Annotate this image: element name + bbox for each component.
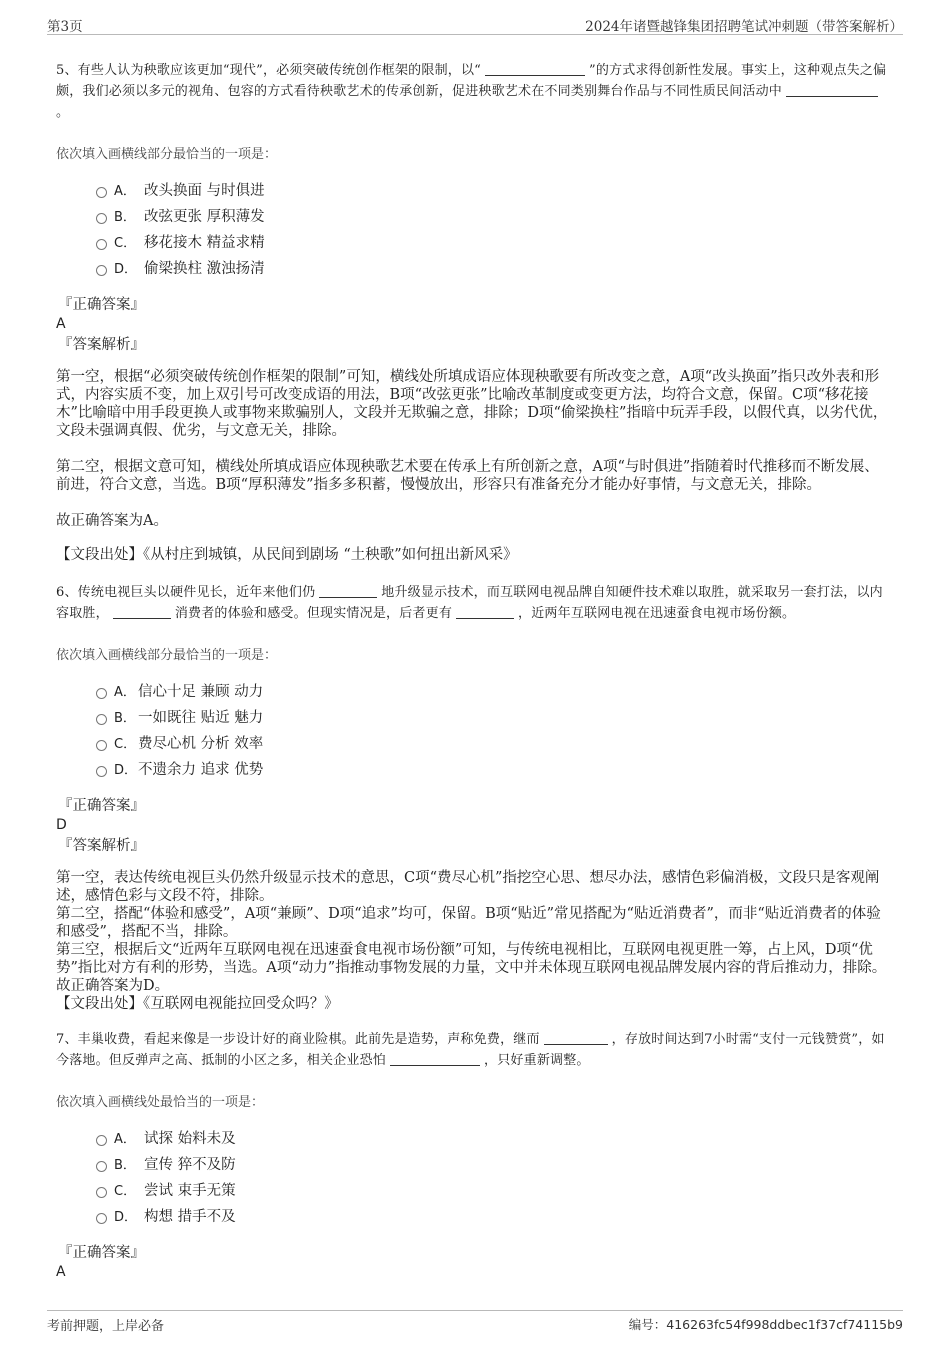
analysis-paragraph: 第二空，根据文意可知，横线处所填成语应体现秧歌艺术要在传承上有所创新之意，A项“与时俱进”指随着时代推移而不断发展、前进，符合文意，当选。B项“厚积薄发”指多多积蓄，慢慢放出，形容只有准备充分才能办好事情，与文意无关，排除。 <box>56 459 879 493</box>
radio-icon[interactable] <box>96 187 107 198</box>
option-d[interactable]: D． 偷梁换柱 激浊扬清 <box>96 256 890 282</box>
question-6 <box>56 582 890 1013</box>
document-code: 编号：416263fc54f998ddbec1f37cf74115b9 <box>628 1317 903 1332</box>
radio-icon[interactable] <box>96 714 107 725</box>
answer-label: 『正确答案』 <box>58 798 145 814</box>
option-list <box>96 679 890 783</box>
radio-icon[interactable] <box>96 213 107 224</box>
question-instruction: 依次填入画横线部分最恰当的一项是： <box>56 147 278 162</box>
question-stem: 5、有些人认为秧歌应该更加“现代”，必须突破传统创作框架的限制，以“ ”的方式求得创新性发展。事实上，这种观点失之偏颇，我们必须以多元的视角、包容的方式看待秧歌艺术的传承创新，促进秧歌艺术在不同类别舞台作品与不同性质民间活动中 。 <box>56 63 887 120</box>
answer-label: 『正确答案』 <box>58 1245 145 1261</box>
analysis-paragraph: 第一空，表达传统电视巨头仍然升级显示技术的意思，C项“费尽心机”指挖空心思、想尽办法，感情色彩偏消极，文段只是客观阐述，感情色彩与文段不符，排除。 <box>56 870 880 904</box>
option-list <box>96 1126 890 1230</box>
question-stem: 6、传统电视巨头以硬件见长，近年来他们仍 地升级显示技术，而互联网电视品牌自知硬件技术难以取胜，就采取另一套打法，以内容取胜， 消费者的体验和感受。但现实情况是，后者更有 ，近两年互联网电视在迅速蚕食电视市场份额。 <box>56 585 883 621</box>
option-a[interactable]: A． 试探 始料未及 <box>96 1126 890 1152</box>
question-7 <box>56 1029 890 1282</box>
page-header <box>47 14 903 35</box>
question-instruction: 依次填入画横线部分最恰当的一项是： <box>56 648 278 663</box>
option-a[interactable]: A． 改头换面 与时俱进 <box>96 178 890 204</box>
analysis-paragraph: 第一空，根据“必须突破传统创作框架的限制”可知，横线处所填成语应体现秧歌要有所改变之意，A项“改头换面”指只改外表和形式，内容实质不变，加上双引号可改变成语的用法，B项“改弦更张”比喻改革制度或变更方法，均符合文意，保留。C项“移花接木”比喻暗中用手段更换人或事物来欺骗别人，文段并无欺骗之意，排除；D项“偷梁换柱”指暗中玩弄手段，以假代真，以劣代优，文段未强调真假、优劣，与文意无关，排除。 <box>56 369 888 439</box>
analysis-paragraph: 第二空，搭配“体验和感受”，A项“兼顾”、D项“追求”均可，保留。B项“贴近”常见搭配为“贴近消费者”，而非“贴近消费者的体验和感受”，搭配不当，排除。 <box>56 906 881 940</box>
radio-icon[interactable] <box>96 1187 107 1198</box>
passage-source: 【文段出处】《从村庄到城镇，从民间到剧场 “土秧歌”如何扭出新风采》 <box>56 547 518 563</box>
radio-icon[interactable] <box>96 1161 107 1172</box>
fill-blank <box>113 605 171 619</box>
fill-blank <box>485 62 585 76</box>
page-content <box>56 60 890 1282</box>
document-title: 2024年诸暨越锋集团招聘笔试冲刺题（带答案解析） <box>585 19 903 35</box>
fill-blank <box>544 1031 608 1045</box>
analysis-paragraph: 故正确答案为A。 <box>56 513 168 529</box>
question-stem: 7、丰巢收费，看起来像是一步设计好的商业险棋。此前先是造势，声称免费，继而 ，存放时间达到7小时需“支付一元钱赞赏”，如今落地。但反弹声之高、抵制的小区之多，相关企业恐怕 ，只好重新调整。 <box>56 1032 885 1068</box>
fill-blank <box>786 83 878 97</box>
radio-icon[interactable] <box>96 1135 107 1146</box>
option-c[interactable]: C． 移花接木 精益求精 <box>96 230 890 256</box>
option-list <box>96 178 890 282</box>
analysis-label: 『答案解析』 <box>58 838 145 854</box>
fill-blank <box>390 1052 480 1066</box>
option-c[interactable]: C． 费尽心机 分析 效率 <box>96 731 890 757</box>
correct-answer: A <box>56 316 66 332</box>
answer-label: 『正确答案』 <box>58 297 145 313</box>
analysis-paragraph: 故正确答案为D。 <box>56 978 170 994</box>
radio-icon[interactable] <box>96 766 107 777</box>
correct-answer: D <box>56 817 67 833</box>
option-a[interactable]: A． 信心十足 兼顾 动力 <box>96 679 890 705</box>
analysis-label: 『答案解析』 <box>58 337 145 353</box>
page-number: 第3页 <box>47 19 83 35</box>
radio-icon[interactable] <box>96 688 107 699</box>
question-instruction: 依次填入画横线处最恰当的一项是： <box>56 1095 265 1110</box>
radio-icon[interactable] <box>96 740 107 751</box>
fill-blank <box>456 605 514 619</box>
page-footer <box>47 1310 903 1335</box>
option-b[interactable]: B． 宣传 猝不及防 <box>96 1152 890 1178</box>
fill-blank <box>319 584 377 598</box>
option-b[interactable]: B． 改弦更张 厚积薄发 <box>96 204 890 230</box>
correct-answer: A <box>56 1264 66 1280</box>
question-5 <box>56 60 890 564</box>
option-c[interactable]: C． 尝试 束手无策 <box>96 1178 890 1204</box>
option-d[interactable]: D． 构想 措手不及 <box>96 1204 890 1230</box>
option-b[interactable]: B． 一如既往 贴近 魅力 <box>96 705 890 731</box>
radio-icon[interactable] <box>96 1213 107 1224</box>
passage-source: 【文段出处】《互联网电视能拉回受众吗？》 <box>56 996 339 1012</box>
analysis-paragraph: 第三空，根据后文“近两年互联网电视在迅速蚕食电视市场份额”可知，与传统电视相比，互联网电视更胜一筹，占上风，D项“优势”指比对方有利的形势，当选。A项“动力”指推动事物发展的力量，文中并未体现互联网电视品牌发展内容的背后推动力，排除。 <box>56 942 887 976</box>
footer-slogan: 考前押题，上岸必备 <box>47 1319 165 1334</box>
option-d[interactable]: D．不遗余力 追求 优势 <box>96 757 890 783</box>
radio-icon[interactable] <box>96 239 107 250</box>
radio-icon[interactable] <box>96 265 107 276</box>
